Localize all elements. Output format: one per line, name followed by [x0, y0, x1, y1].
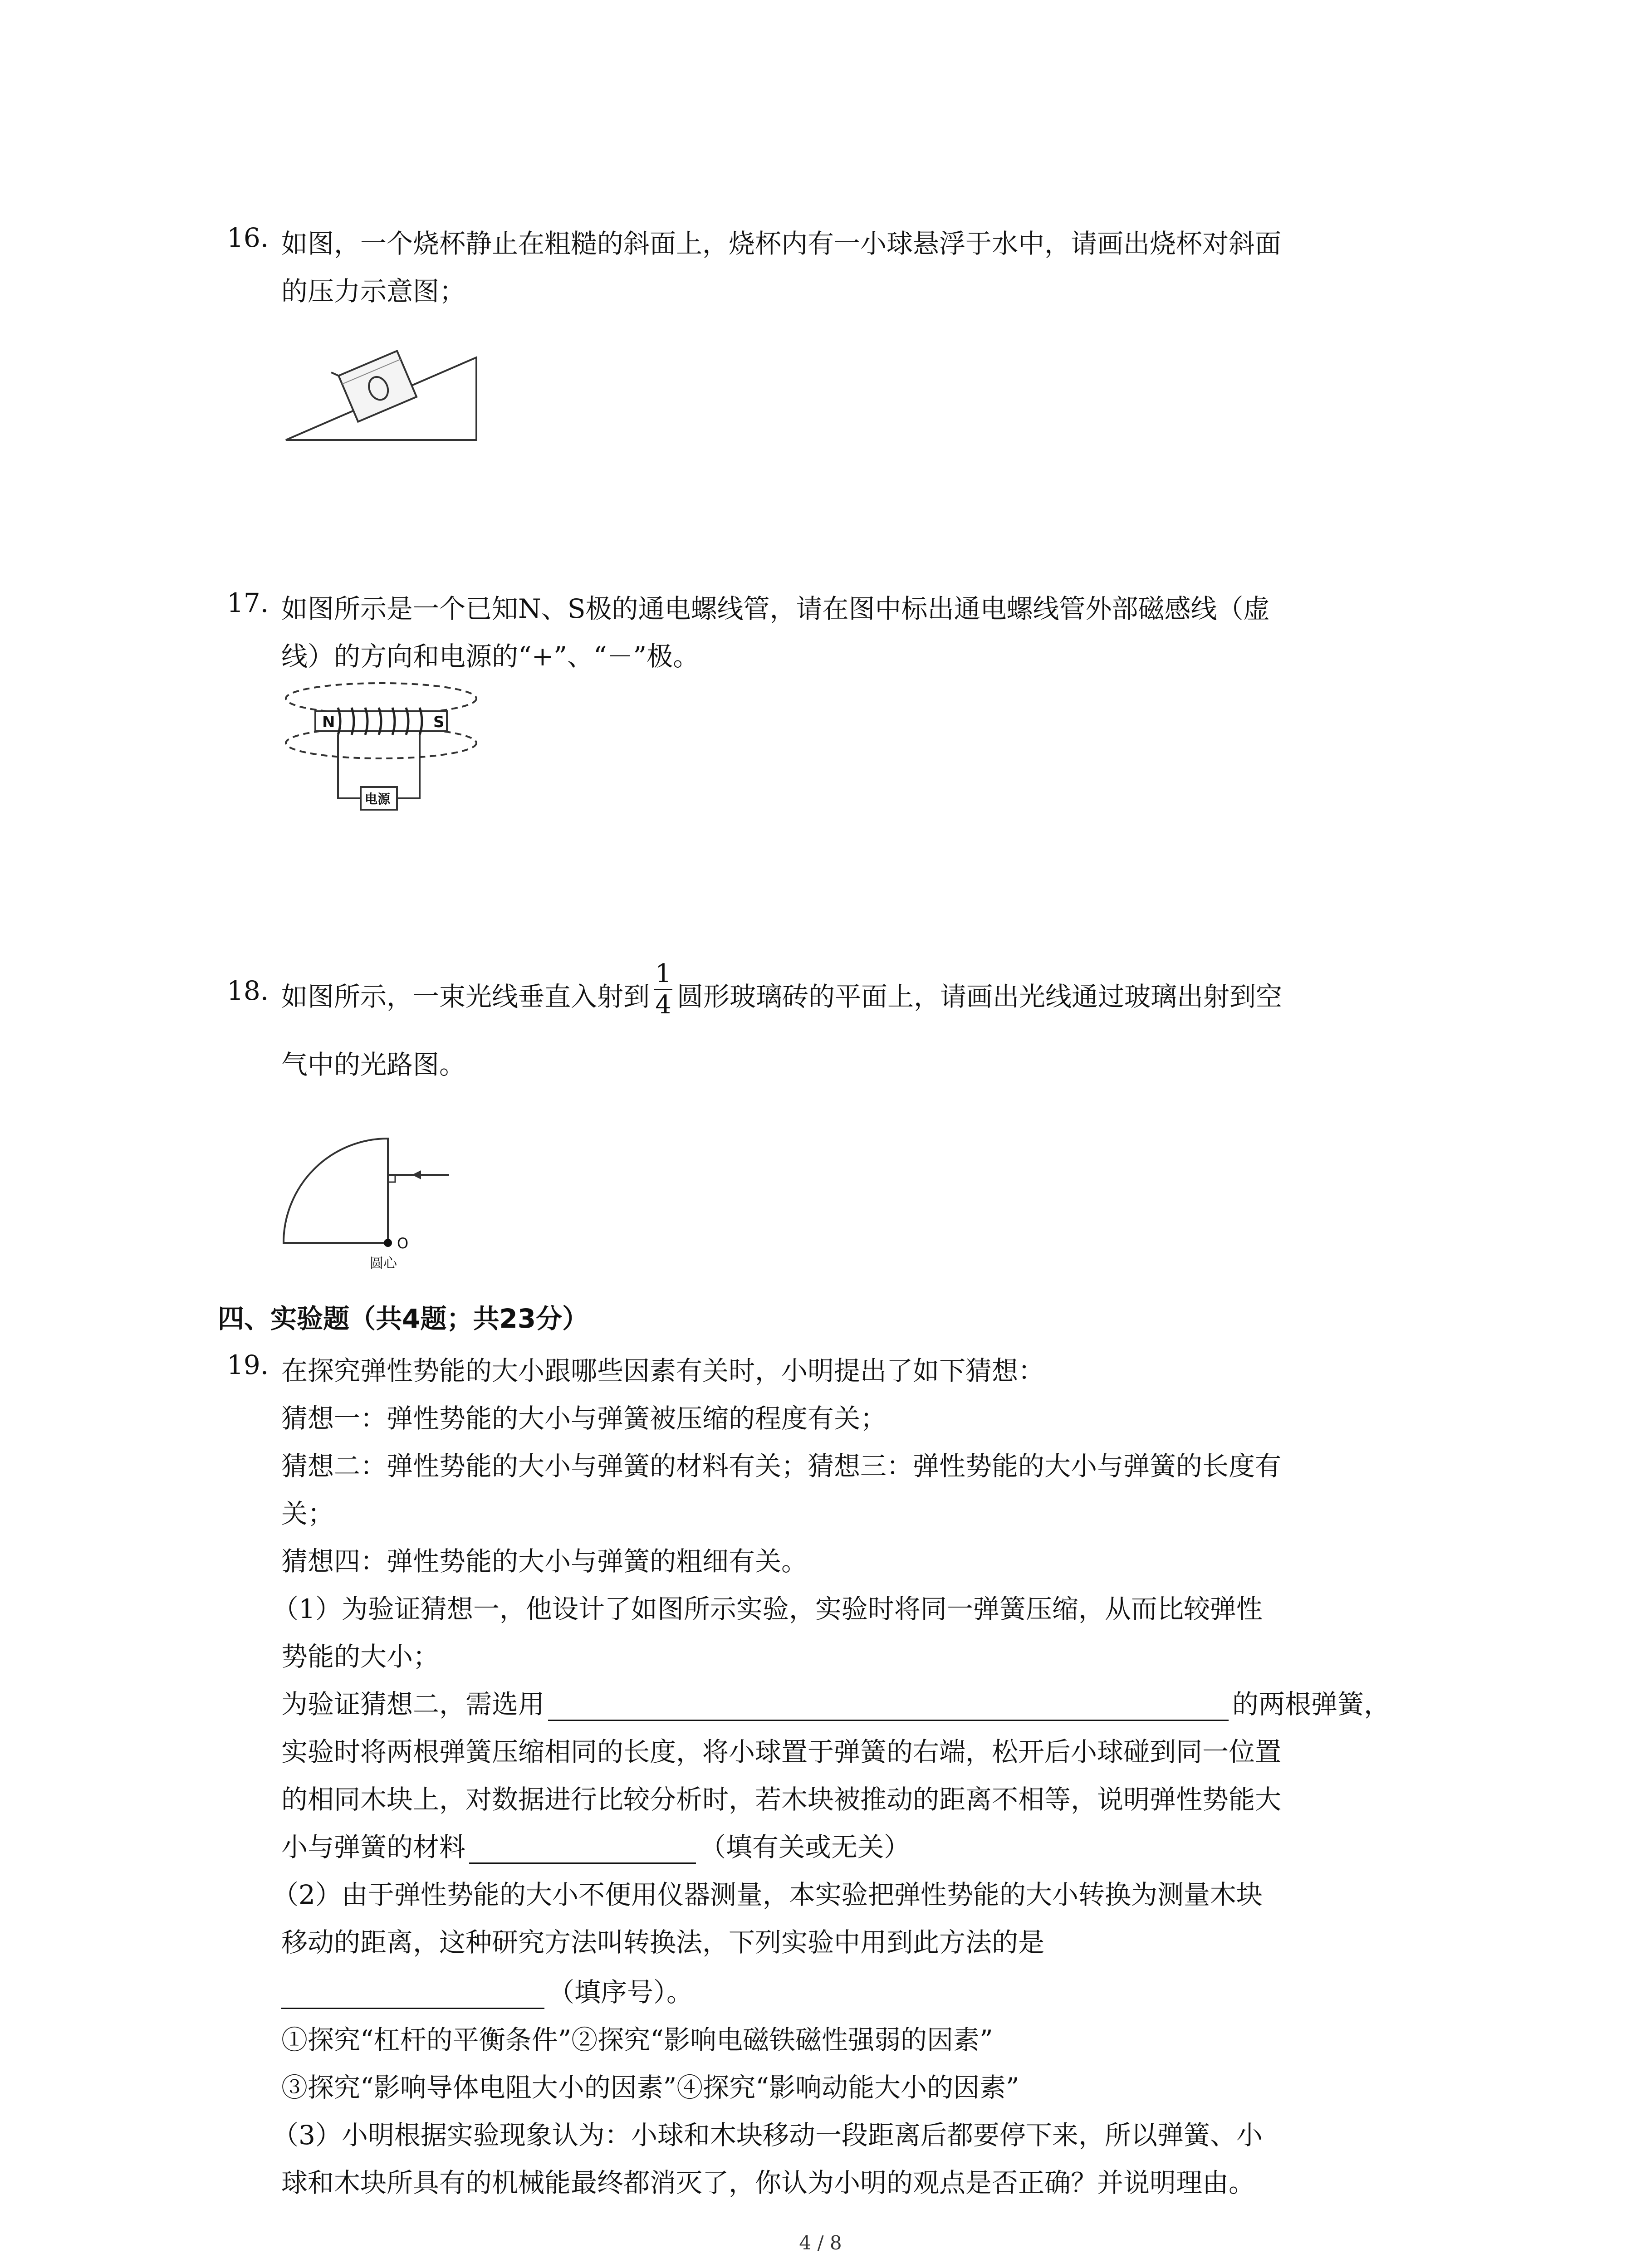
q17-line1: 如图所示是一个已知N、S极的通电螺线管，请在图中标出通电螺线管外部磁感线（虚: [281, 593, 1270, 624]
q19-part3-line1: （3）小明根据实验现象认为：小球和木块移动一段距离后都要停下来，所以弹簧、小: [272, 2120, 1263, 2151]
beaker: [331, 346, 416, 424]
q19-part1-line3: [281, 1683, 1390, 1721]
q19-part2-line1: （2）由于弹性势能的大小不便用仪器测量，本实验把弹性势能的大小转换为测量木块: [272, 1879, 1263, 1910]
label-center: 圆心: [370, 1256, 397, 1271]
q18-line1-b: 圆形玻璃砖的平面上，请画出光线通过玻璃出射到空: [677, 981, 1283, 1012]
q19-part2-line2: 移动的距离，这种研究方法叫转换法，下列实验中用到此方法的是: [281, 1927, 1045, 1958]
q19-part1-line4: 实验时将两根弹簧压缩相同的长度，将小球置于弹簧的右端，松开后小球碰到同一位置: [281, 1736, 1282, 1767]
wire-left: [338, 735, 361, 798]
label-n: N: [322, 713, 335, 731]
q19-part2-line3-text: （填序号）。: [548, 1977, 693, 2008]
q18-number: 18.: [227, 975, 269, 1006]
frac-numerator: 1: [655, 958, 671, 988]
q17-number: 17.: [227, 587, 269, 618]
q19-intro: 在探究弹性势能的大小跟哪些因素有关时，小明提出了如下猜想：: [281, 1355, 1045, 1386]
wire-right: [397, 735, 420, 798]
q19-guess2-3-cont: 关；: [281, 1498, 334, 1529]
q19-guess1: 猜想一：弹性势能的大小与弹簧被压缩的程度有关；: [281, 1403, 887, 1434]
q19-part1-line3-b: 的两根弹簧，: [1232, 1689, 1391, 1720]
q17-line2: 线）的方向和电源的“+”、“－”极。: [281, 641, 700, 672]
q19-part1-line1: （1）为验证猜想一，他设计了如图所示实验，实验时将同一弹簧压缩，从而比较弹性: [272, 1593, 1263, 1624]
q19-options-3-4: ③探究“影响导体电阻大小的因素”④探究“影响动能大小的因素”: [281, 2072, 1019, 2103]
q18-line1: [281, 958, 1283, 1020]
glass-brick: [284, 1139, 388, 1243]
q18-line1-a: 如图所示，一束光线垂直入射到: [281, 981, 650, 1012]
center-dot: [384, 1239, 392, 1247]
field-line-top: [286, 683, 476, 714]
right-angle-mark: [388, 1175, 395, 1182]
q16-line2: 的压力示意图；: [281, 276, 466, 307]
q16-number: 16.: [227, 222, 269, 253]
q19-part1-line2: 势能的大小；: [281, 1641, 440, 1672]
q19-options-1-2: ①探究“杠杆的平衡条件”②探究“影响电磁铁磁性强弱的因素”: [281, 2024, 993, 2055]
q19-part3-line2: 球和木块所具有的机械能最终都消灭了，你认为小明的观点是否正确？并说明理由。: [281, 2167, 1255, 2198]
q16-line1: 如图，一个烧杯静止在粗糙的斜面上，烧杯内有一小球悬浮于水中，请画出烧杯对斜面: [281, 228, 1282, 259]
label-o: O: [397, 1235, 409, 1252]
q16-incline-beaker-figure: [272, 327, 490, 449]
answer-blank-spring-choice[interactable]: [548, 1694, 1229, 1721]
q19-guess2-3: 猜想二：弹性势能的大小与弹簧的材料有关；猜想三：弹性势能的大小与弹簧的长度有: [281, 1451, 1282, 1481]
fraction-one-quarter: [654, 958, 672, 1020]
q19-part2-line3: [281, 1971, 693, 2009]
q19-number: 19.: [227, 1349, 269, 1380]
page-number: 4 / 8: [799, 2232, 842, 2254]
section-4-heading: 四、实验题（共4题；共23分）: [218, 1303, 589, 1334]
frac-denominator: 4: [655, 990, 671, 1020]
q17-solenoid-figure: [277, 676, 485, 830]
q19-part1-line3-a: 为验证猜想二，需选用: [281, 1689, 545, 1720]
q18-glass-quarter-circle-figure: [272, 1129, 463, 1275]
field-line-bottom: [286, 728, 476, 758]
label-power: 电源: [365, 792, 391, 807]
q19-guess4: 猜想四：弹性势能的大小与弹簧的粗细有关。: [281, 1546, 808, 1577]
q19-part1-line6-b: （填有关或无关）: [700, 1832, 911, 1862]
q19-part1-line6: [281, 1826, 910, 1864]
q19-part1-line5: 的相同木块上，对数据进行比较分析时，若木块被推动的距离不相等，说明弹性势能大: [281, 1784, 1282, 1815]
q19-part1-line6-a: 小与弹簧的材料: [281, 1832, 466, 1862]
answer-blank-method[interactable]: [281, 1982, 544, 2009]
q18-line2: 气中的光路图。: [281, 1049, 466, 1080]
label-s: S: [433, 713, 445, 731]
answer-blank-related[interactable]: [469, 1837, 696, 1864]
ray-arrow: [412, 1170, 421, 1179]
